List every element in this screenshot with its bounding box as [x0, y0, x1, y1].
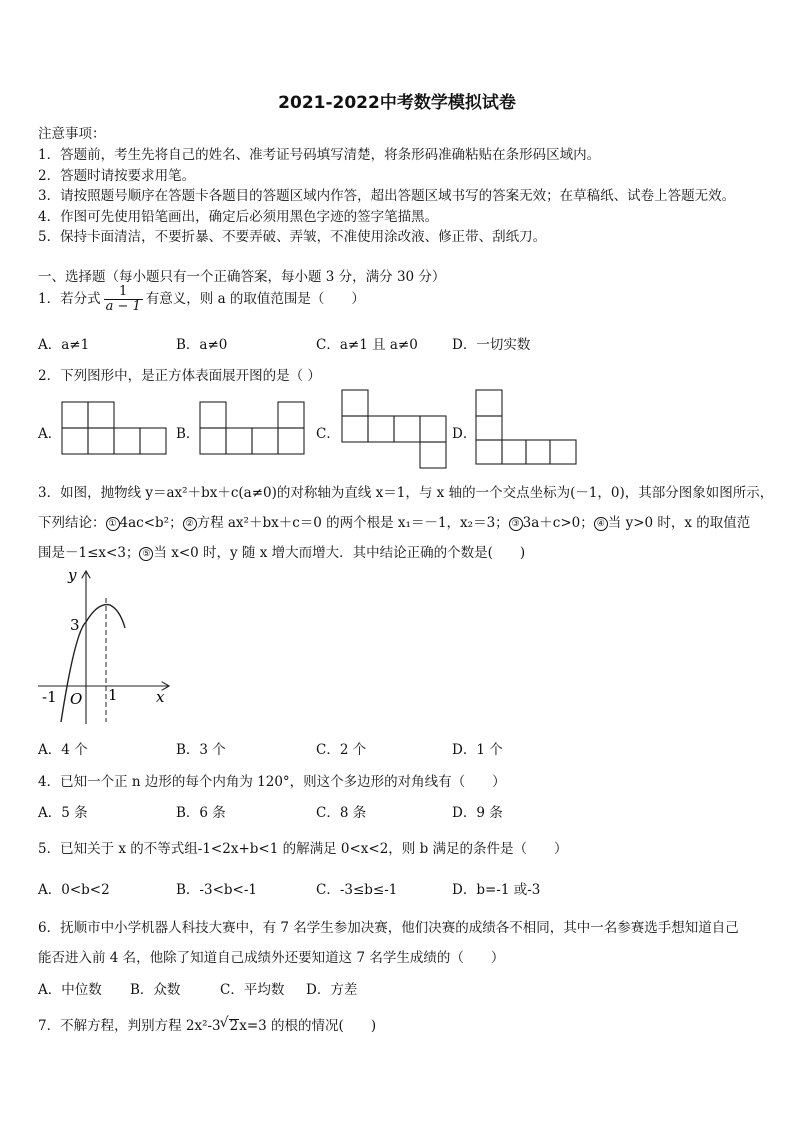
q2-label-b: B． [176, 426, 200, 442]
q3-text: 3a＋c>0； [522, 515, 594, 531]
origin-label: O [70, 690, 83, 708]
q4-option-a: A．5 条 [38, 805, 88, 821]
q3-option-d: D．1 个 [452, 742, 503, 758]
question-3-line-1: 3．如图，抛物线 y＝ax²＋bx＋c(a≠0)的对称轴为直线 x＝1，与 x 轴的一个交点坐标为(－1，0)，其部分图象如图所示， [38, 485, 774, 501]
q5-option-d: D．b=-1 或-3 [452, 882, 541, 898]
notice-item: 5．保持卡面清洁，不要折暴、不要弄破、弄皱，不准使用涂改液、修正带、刮纸刀。 [38, 229, 547, 245]
q2-label-c: C． [316, 426, 340, 442]
x-axis-label: x [156, 688, 165, 706]
q1-option-c: C．a≠1 且 a≠0 [316, 337, 418, 353]
q3-text: 4ac<b²； [119, 515, 183, 531]
circled-5: ⑤ [139, 547, 153, 561]
q3-text: 当 y>0 时，x 的取值范 [607, 515, 751, 531]
q1-option-d: D．一切实数 [452, 337, 531, 353]
q2-label-a: A． [38, 426, 62, 442]
q6-option-a: A．中位数 [38, 982, 102, 998]
notice-heading: 注意事项： [38, 126, 106, 142]
question-6-line-2: 能否进入前 4 名，他除了知道自己成绩外还要知道这 7 名学生成绩的（ ） [38, 950, 505, 966]
x-tick-label: 1 [108, 686, 118, 704]
q3-parabola-graph [30, 562, 180, 732]
question-2: 2．下列图形中，是正方体表面展开图的是（ ） [38, 368, 321, 384]
question-6-line-1: 6．抚顺市中小学机器人科技大赛中，有 7 名学生参加决赛，他们决赛的成绩各不相同，其中一名参赛选手想知道自己 [38, 920, 739, 936]
q3-option-b: B．3 个 [176, 742, 226, 758]
q6-option-b: B．众数 [130, 982, 181, 998]
q3-text: 当 x<0 时，y 随 x 增大而增大．其中结论正确的个数是( ) [153, 545, 526, 561]
q1-frac-den: a − 1 [105, 299, 141, 314]
q7-sqrt: √ 2 [229, 1019, 240, 1033]
q4-option-b: B．6 条 [176, 805, 226, 821]
q1-suffix: 有意义，则 a 的取值范围是（ ） [145, 291, 365, 307]
q5-option-a: A．0<b<2 [38, 882, 110, 898]
notice-item: 1．答题前，考生先将自己的姓名、准考证号码填写清楚，将条形码准确粘贴在条形码区域内。 [38, 147, 601, 163]
section-heading: 一、选择题（每小题只有一个正确答案，每小题 3 分，满分 30 分） [38, 269, 446, 285]
q2-label-d: D． [452, 426, 477, 442]
question-4: 4．已知一个正 n 边形的每个内角为 120°，则这个多边形的对角线有（ ） [38, 774, 506, 790]
q1-prefix: 1．若分式 [38, 291, 101, 307]
page-title: 2021-2022中考数学模拟试卷 [278, 93, 516, 113]
q6-option-c: C．平均数 [220, 982, 285, 998]
q3-option-a: A．4 个 [38, 742, 88, 758]
q3-option-c: C．2 个 [316, 742, 367, 758]
circled-3: ③ [509, 517, 523, 531]
y-tick-label: 3 [70, 616, 80, 634]
q1-option-a: A．a≠1 [38, 337, 90, 353]
circled-2: ② [183, 517, 197, 531]
notice-item: 2．答题时请按要求用笔。 [38, 168, 196, 184]
q5-option-b: B．-3<b<-1 [176, 882, 257, 898]
question-5: 5．已知关于 x 的不等式组-1<2x+b<1 的解满足 0<x<2，则 b 满足的条件是（ ） [38, 841, 568, 857]
q4-option-c: C．8 条 [316, 805, 367, 821]
q6-option-d: D．方差 [306, 982, 358, 998]
q3-text: 围是－1≤x<3； [38, 545, 140, 561]
q5-option-c: C．-3≤b≤-1 [316, 882, 398, 898]
y-axis-label: y [68, 566, 77, 584]
q4-option-d: D．9 条 [452, 805, 503, 821]
question-3-line-2 [38, 511, 750, 531]
net-a [62, 402, 166, 454]
circled-1: ① [106, 517, 120, 531]
circled-4: ④ [594, 517, 608, 531]
q1-option-b: B．a≠0 [176, 337, 228, 353]
notice-item: 3．请按照题号顺序在答题卡各题目的答题区域内作答，超出答题区域书写的答案无效；在草稿纸、试卷上答题无效。 [38, 188, 736, 204]
net-d [476, 390, 576, 464]
q3-text: 方程 ax²＋bx＋c＝0 的两个根是 x₁＝－1，x₂＝3； [196, 515, 509, 531]
x-neg-label: -1 [42, 688, 57, 706]
q3-text: 下列结论： [38, 515, 106, 531]
question-3-line-3 [38, 541, 525, 561]
q7-prefix: 7．不解方程，判别方程 2x²-3 [38, 1018, 221, 1034]
q2-nets [0, 0, 794, 480]
net-c [342, 390, 446, 468]
q7-suffix: x=3 的根的情况( ) [239, 1018, 377, 1034]
question-7 [38, 1014, 376, 1034]
q1-frac-num: 1 [104, 285, 143, 300]
notice-item: 4．作图可先使用铅笔画出，确定后必须用黑色字迹的签字笔描黑。 [38, 209, 439, 225]
net-b [200, 402, 304, 454]
